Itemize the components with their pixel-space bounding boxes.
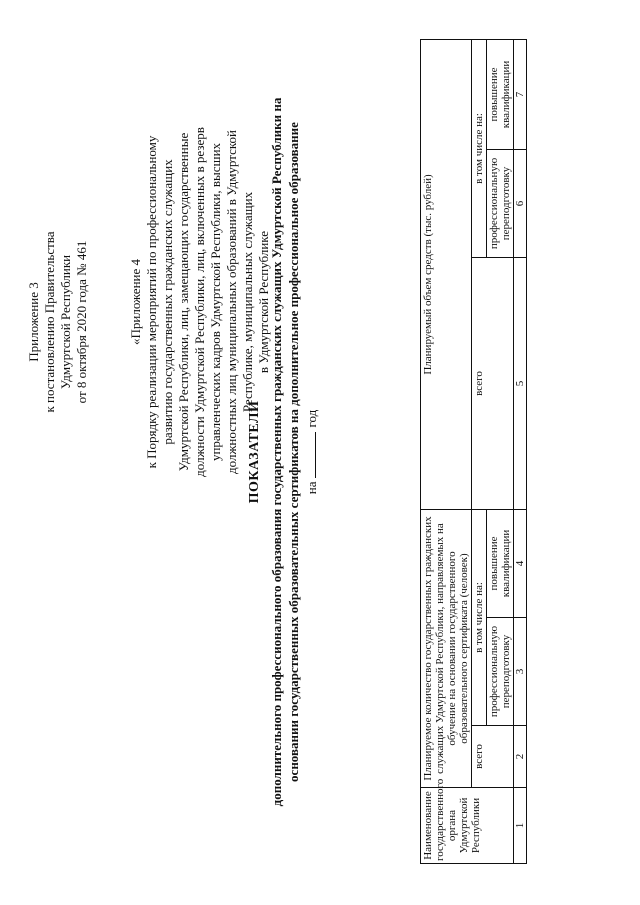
document-title: ПОКАЗАТЕЛИ xyxy=(247,400,262,504)
header-count-retraining: профессиональную переподготовку xyxy=(487,618,514,726)
header-count-total: всего xyxy=(472,726,514,788)
header-count-qualification: повышение квалификации xyxy=(487,509,514,617)
annex-3-line: Приложение 3 xyxy=(26,282,41,362)
annex-4-line: «Приложение 4 xyxy=(128,258,143,346)
annex-3-line: к постановлению Правительства xyxy=(42,231,57,413)
header-funds-retraining: профессиональную переподготовку xyxy=(487,149,514,257)
annex-3-line: от 8 октября 2020 года № 461 xyxy=(74,240,89,404)
annex-4-line: должностных лиц муниципальных образований в Удмуртской xyxy=(224,130,239,474)
column-number: 3 xyxy=(514,618,527,726)
rotated-sheet xyxy=(20,12,620,892)
annex-4-line: развитию государственных гражданских служащих xyxy=(160,159,175,445)
table-column-number-row xyxy=(514,39,527,863)
header-planned-count: Планируемое количество государственных гражданских служащих Удмуртской Республики, направляемых на обучение на основании государственного образовательного сертификата (человек) xyxy=(421,509,472,787)
column-number: 7 xyxy=(514,39,527,149)
year-prefix: на xyxy=(304,481,319,495)
table-header-row xyxy=(421,39,472,863)
header-funds-total: всего xyxy=(472,257,514,509)
column-number: 6 xyxy=(514,149,527,257)
header-funds-including: в том числе на: xyxy=(472,39,487,257)
header-count-including: в том числе на: xyxy=(472,509,487,725)
header-planned-funds: Планируемый объем средств (тыс. рублей) xyxy=(421,39,472,509)
year-blank-field xyxy=(304,432,316,478)
header-funds-qualification: повышение квалификации xyxy=(487,39,514,149)
annex-4-line: Удмуртской Республики, лиц, замещающих государственные xyxy=(176,132,191,472)
annex-4-line: к Порядку реализации мероприятий по профессиональному xyxy=(144,135,159,469)
annex-4-line: Республике, муниципальных служащих xyxy=(240,191,255,413)
year-suffix: год xyxy=(304,409,319,428)
document-subtitle: дополнительного профессионального образования государственных гражданских служащих Удмуртской Республики на основании государственных образовательных сертификатов на дополнительное профессиональное образование xyxy=(269,97,301,807)
year-line xyxy=(304,32,320,872)
indicators-table xyxy=(420,39,527,864)
header-agency-name: Наименование государственного органа Удмуртской Республики xyxy=(421,788,514,864)
title-block xyxy=(246,32,320,872)
column-number: 4 xyxy=(514,509,527,617)
table-header-row xyxy=(472,39,487,863)
column-number: 2 xyxy=(514,726,527,788)
annex-4-line: управленческих кадров Удмуртской Республики, высших xyxy=(208,142,223,462)
annex-4-line: в Удмуртской Республике xyxy=(256,230,271,374)
column-number: 1 xyxy=(514,788,527,864)
annex-4-line: должности Удмуртской Республики, лиц, включенных в резерв xyxy=(192,127,207,477)
annex-3-line: Удмуртской Республики xyxy=(58,254,73,390)
column-number: 5 xyxy=(514,257,527,509)
annex-3-header xyxy=(26,207,90,437)
